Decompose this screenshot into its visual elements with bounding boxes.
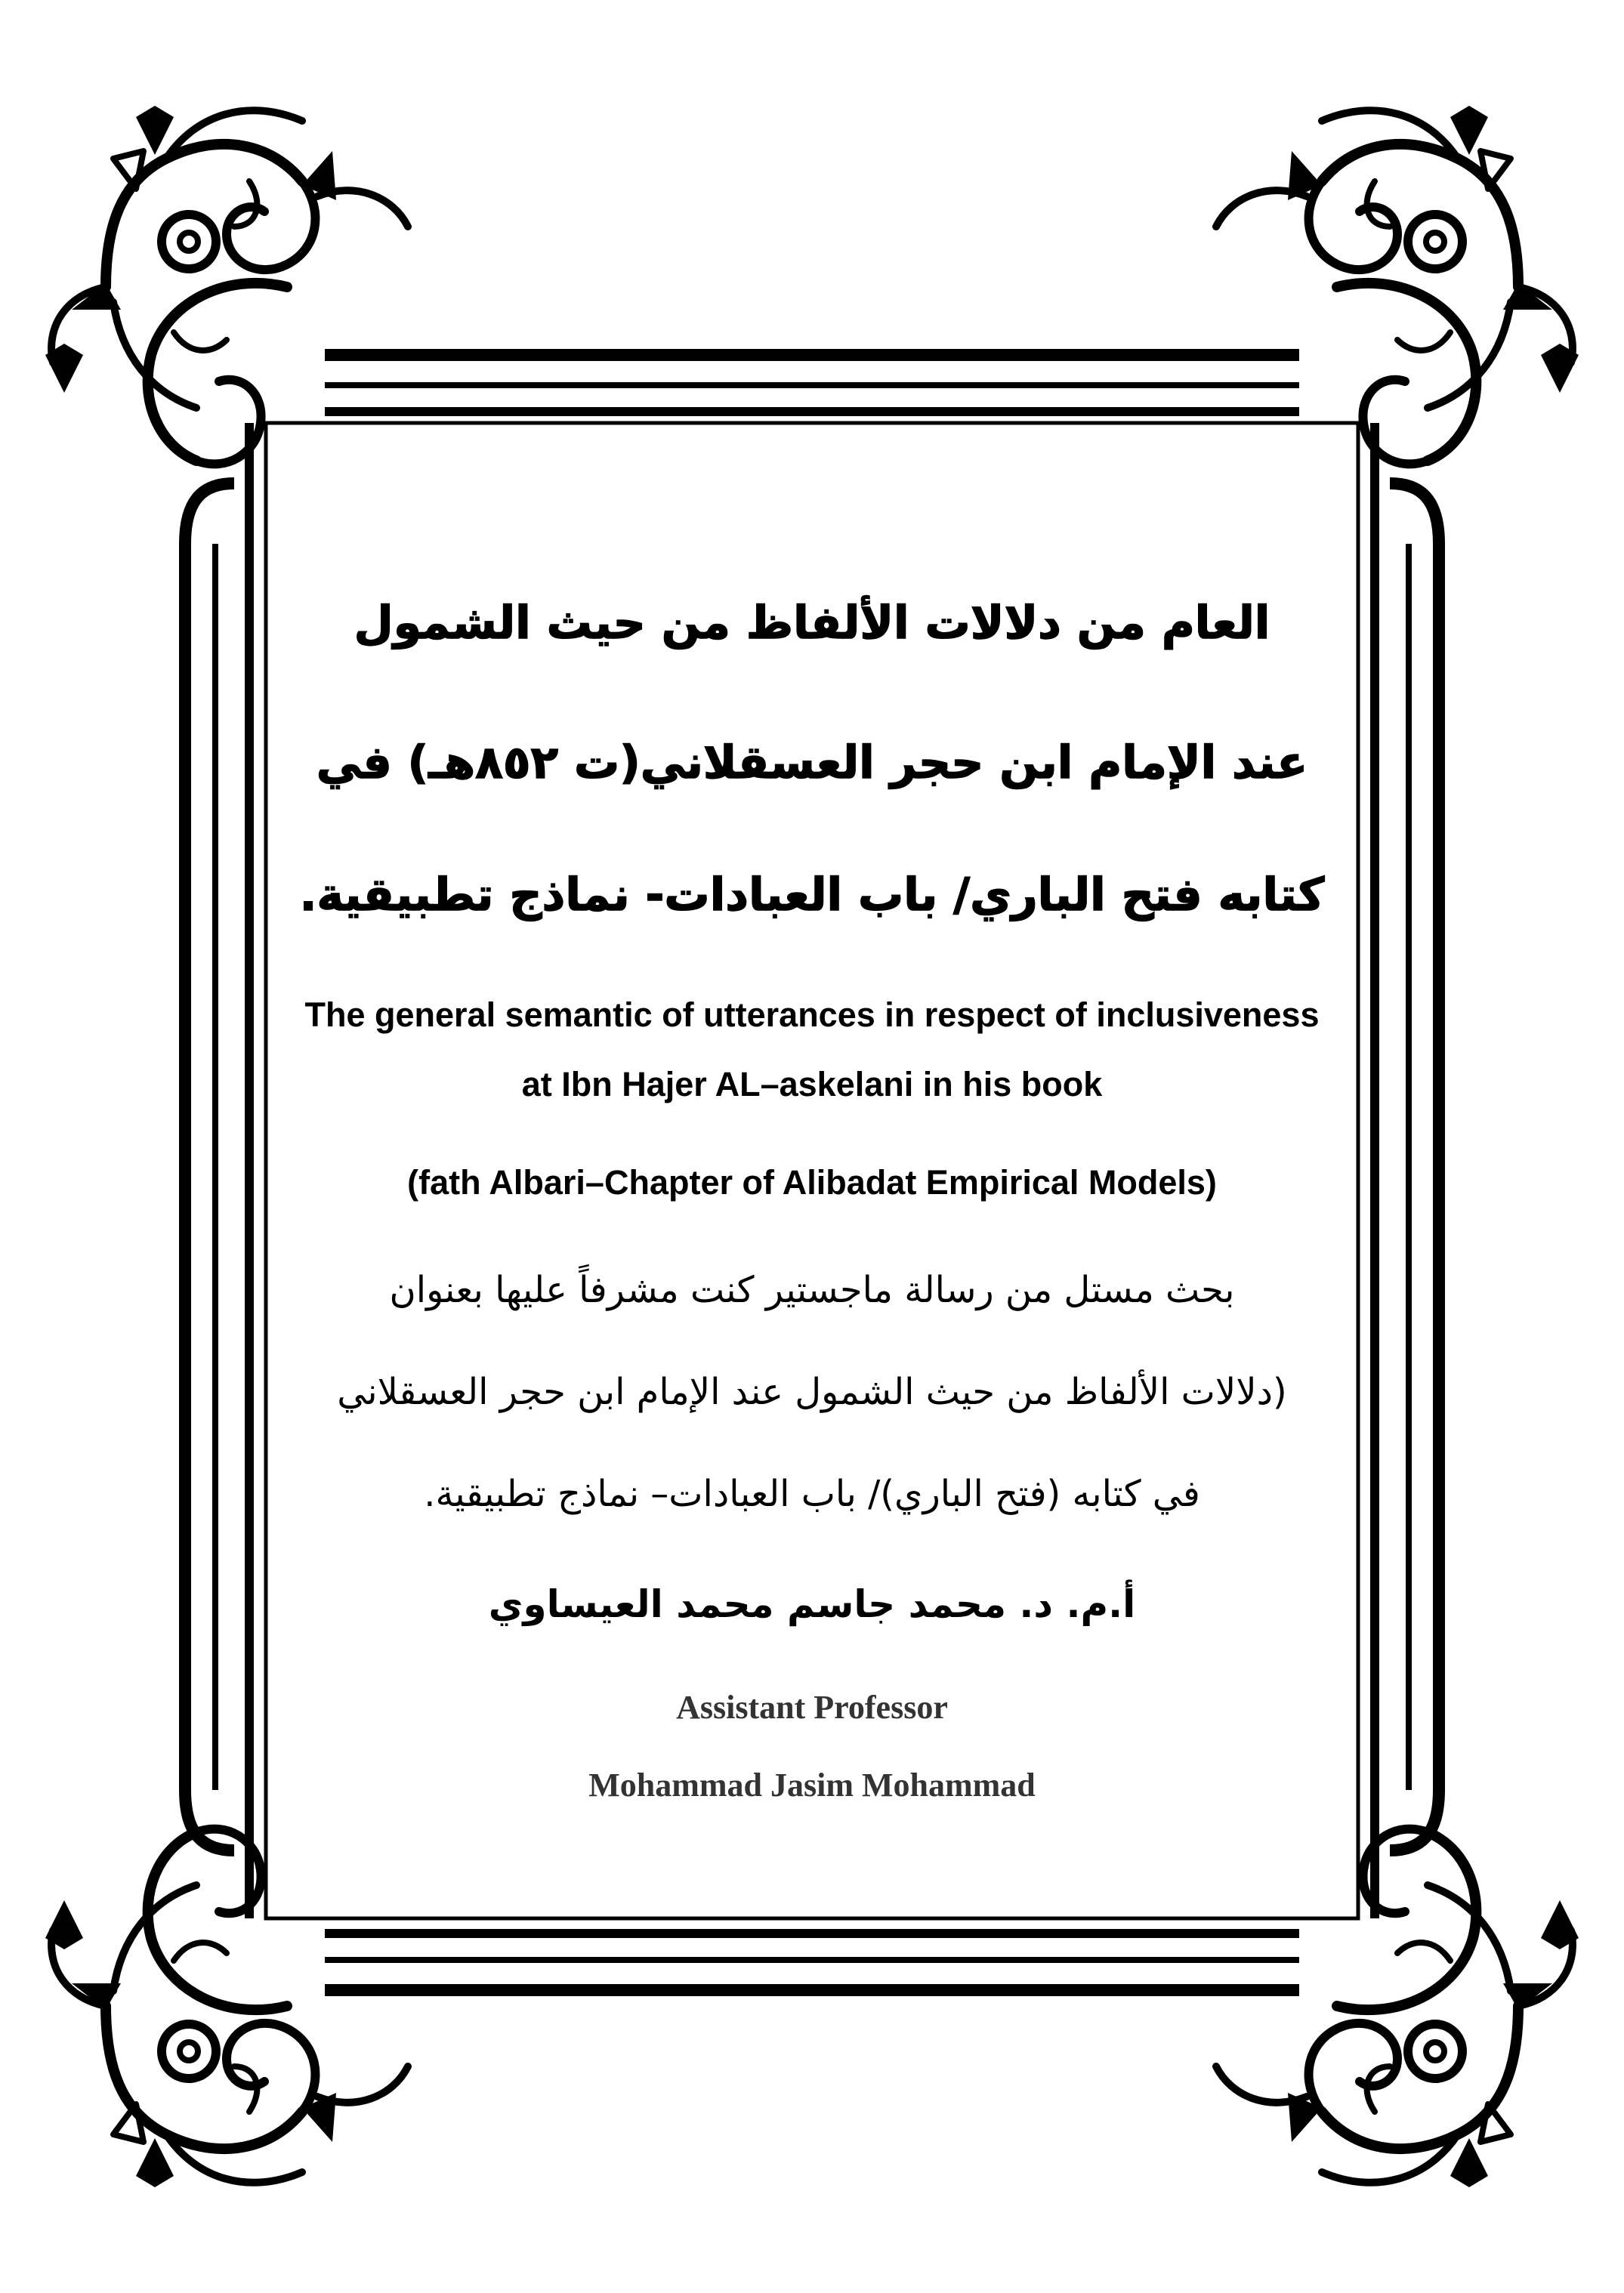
arabic-title-line-1: العام من دلالات الألفاظ من حيث الشمول — [354, 597, 1270, 650]
arabic-note-line-2: (دلالات الألفاظ من حيث الشمول عند الإمام ابن حجر العسقلاني — [337, 1371, 1287, 1413]
english-title-line-3: (fath Albari–Chapter of Alibadat Empirical Models) — [407, 1163, 1217, 1202]
corner-ornament-bottom-right — [1216, 1829, 1579, 2187]
author-rank: Assistant Professor — [676, 1689, 948, 1726]
arabic-title-line-2: عند الإمام ابن حجر العسقلاني(ت ٨٥٢هـ) في — [316, 736, 1308, 789]
arabic-note-line-1: بحث مستل من رسالة ماجستير كنت مشرفاً عليها بعنوان — [389, 1269, 1235, 1311]
arabic-note-line-3: في كتابه (فتح الباري)/ باب العبادات– نماذج تطبيقية. — [424, 1473, 1200, 1515]
english-title-line-1: The general semantic of utterances in respect of inclusiveness — [304, 995, 1320, 1034]
author-name-english: Mohammad Jasim Mohammad — [588, 1767, 1036, 1804]
arabic-author-name: أ.م. د. محمد جاسم محمد العيساوي — [488, 1582, 1136, 1626]
arabic-title-line-3: كتابه فتح الباري/ باب العبادات- نماذج تطبيقية. — [299, 869, 1325, 921]
english-title-line-2: at Ibn Hajer AL–askelani in his book — [521, 1065, 1103, 1103]
corner-ornament-bottom-left — [45, 1829, 408, 2187]
